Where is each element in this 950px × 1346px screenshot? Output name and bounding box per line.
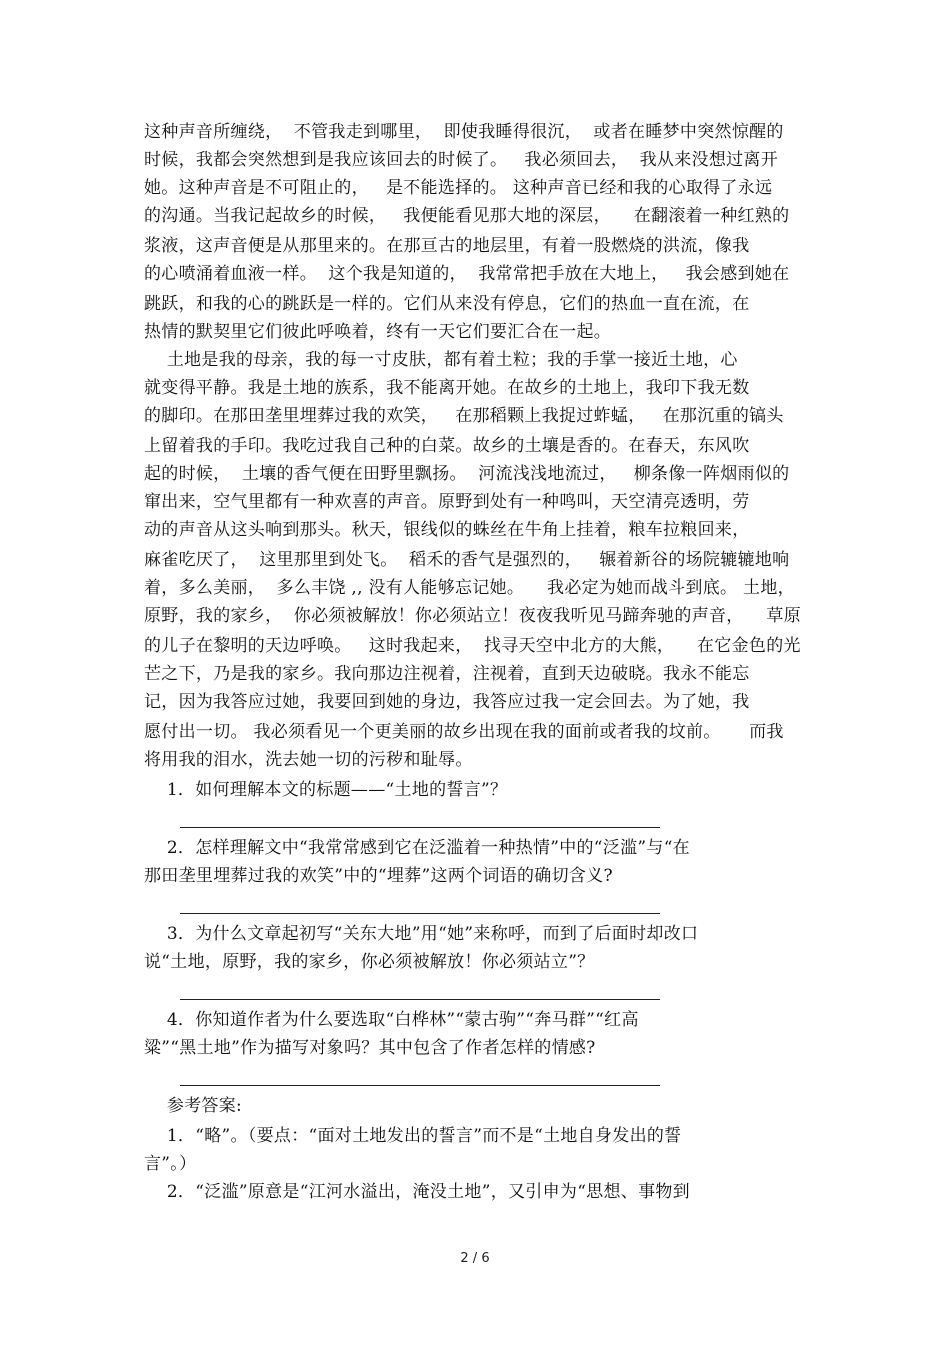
answer-blank <box>180 827 660 828</box>
text-line: 着，多么美丽， 多么丰饶 ,, 没有人能够忘记她。 我必定为她而战斗到底。 土地， <box>144 578 795 598</box>
text-line: 的心喷涌着血液一样。 这个我是知道的， 我常常把手放在大地上， 我会感到她在 <box>144 264 790 284</box>
text-line: 这种声音所缠绕， 不管我走到哪里， 即使我睡得很沉， 或者在睡梦中突然惊醒的 <box>144 122 784 142</box>
question-text: 粱”“黑土地”作为描写对象吗？其中包含了作者怎样的情感? <box>144 1038 596 1058</box>
text-line: 跳跃，和我的心的跳跃是一样的。它们从来没有停息，它们的热血一直在流，在 <box>144 294 750 314</box>
text-line: 土地是我的母亲，我的每一寸皮肤，都有着土粒；我的手掌一接近土地，心 <box>144 350 738 370</box>
question-text: 说“土地，原野，我的家乡，你必须被解放！你必须站立”？ <box>144 952 595 972</box>
answer-blank <box>180 1085 660 1086</box>
text-line: 浆液，这声音便是从那里来的。在那亘古的地层里，有着一股燃烧的洪流，像我 <box>144 236 750 256</box>
answer-blank <box>180 913 660 914</box>
text-line: 原野，我的家乡， 你必须被解放！你必须站立！夜夜我听见马蹄奔驰的声音， 草原 <box>144 606 802 626</box>
text-line: 的儿子在黎明的天边呼唤。 这时我起来， 找寻天空中北方的大熊， 在它金色的光 <box>144 636 801 656</box>
answer-line: 1．“略”。（要点：“面对土地发出的誓言”而不是“土地自身发出的誓 <box>144 1126 682 1146</box>
question-text: 那田垄里埋葬过我的欢笑”中的“埋葬”这两个词语的确切含义? <box>144 866 613 886</box>
text-line: 起的时候， 土壤的香气便在田野里飘扬。 河流浅浅地流过， 柳条像一阵烟雨似的 <box>144 464 790 484</box>
answers-title: 参考答案: <box>144 1096 243 1116</box>
text-line: 的脚印。在那田垄里埋葬过我的欢笑， 在那稻颗上我捉过蚱蜢， 在那沉重的镐头 <box>144 406 784 426</box>
text-line: 窜出来，空气里都有一种欢喜的声音。原野到处有一种鸣叫，天空清亮透明，劳 <box>144 492 750 512</box>
question-text: 4．你知道作者为什么要选取“白桦林”“蒙古驹”“奔马群”“红高 <box>144 1010 639 1030</box>
text-line: 将用我的泪水，洗去她一切的污秽和耻辱。 <box>144 750 473 770</box>
text-line: 时候，我都会突然想到是我应该回去的时候了。 我必须回去， 我从来没想过离开 <box>144 150 779 170</box>
text-line: 愿付出一切。 我必须看见一个更美丽的故乡出现在我的面前或者我的坟前。 而我 <box>144 722 784 742</box>
text-line: 她。这种声音是不可阻止的， 是不能选择的。 这种声音已经和我的心取得了永远 <box>144 178 773 198</box>
question-text: 1．如何理解本文的标题——“土地的誓言”？ <box>144 780 508 800</box>
text-line: 动的声音从这头响到那头。秋天，银线似的蛛丝在牛角上挂着，粮车拉粮回来， <box>144 520 750 540</box>
question-text: 3．为什么文章起初写“关东大地”用“她”来称呼，而到了后面时却改口 <box>144 924 699 944</box>
text-line: 上留着我的手印。我吃过我自己种的白菜。故乡的土壤是香的。在春天，东风吹 <box>144 436 750 456</box>
text-line: 麻雀吃厌了， 这里那里到处飞。 稻禾的香气是强烈的， 辗着新谷的场院辘辘地响 <box>144 550 790 570</box>
answer-blank <box>180 999 660 1000</box>
text-line: 热情的默契里它们彼此呼唤着，终有一天它们要汇合在一起。 <box>144 322 612 342</box>
text-line: 记，因为我答应过她，我要回到她的身边，我答应过我一定会回去。为了她，我 <box>144 692 750 712</box>
page-number: 2 / 6 <box>460 1251 490 1266</box>
text-line: 就变得平静。我是土地的族系，我不能离开她。在故乡的土地上，我印下我无数 <box>144 378 750 398</box>
answer-line: 2．“泛滥”原意是“江河水溢出，淹没土地”，又引申为“思想、事物到 <box>144 1182 690 1202</box>
text-line: 芒之下，乃是我的家乡。我向那边注视着，注视着，直到天边破晓。我永不能忘 <box>144 664 750 684</box>
text-line: 的沟通。当我记起故乡的时候， 我便能看见那大地的深层， 在翻滚着一种红熟的 <box>144 206 790 226</box>
answer-line: 言”。） <box>144 1154 197 1174</box>
question-text: 2．怎样理解文中“我常常感到它在泛滥着一种热情”中的“泛滥”与“在 <box>144 838 690 858</box>
